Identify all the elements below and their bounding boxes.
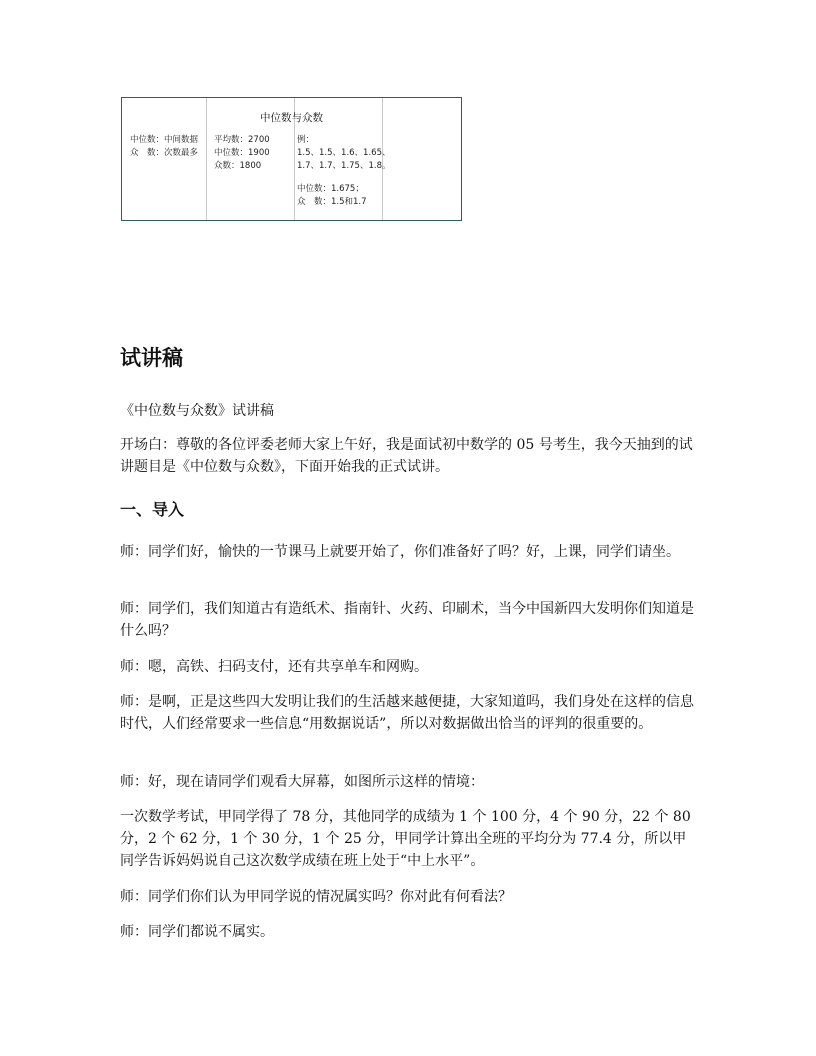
- paragraph: 师：同学们你们认为甲同学说的情况属实吗？你对此有何看法？: [120, 889, 512, 905]
- opening-paragraph: 开场白：尊敬的各位评委老师大家上午好，我是面试初中数学的 05 号考生，我今天抽到的试讲题目是《中位数与众数》，下面开始我的正式试讲。: [120, 437, 693, 475]
- section-heading-introduction: 一、导入: [120, 500, 185, 519]
- lesson-subtitle: 《中位数与众数》试讲稿: [120, 403, 274, 419]
- blackboard-design-table: [121, 97, 462, 221]
- median-definition: 中位数：中间数据: [130, 135, 199, 145]
- mode-value: 众数：1800: [214, 161, 262, 171]
- table-divider: [206, 98, 207, 220]
- mean-value: 平均数：2700: [214, 135, 270, 145]
- document-title: 试讲稿: [120, 346, 183, 370]
- example-mode: 众 数：1.5和1.7: [297, 197, 367, 207]
- paragraph: 师：同学们好，愉快的一节课马上就要开始了，你们准备好了吗？好，上课，同学们请坐。: [120, 544, 680, 560]
- paragraph: 一次数学考试，甲同学得了 78 分，其他同学的成绩为 1 个 100 分，4 个 90 分，22 个 80 分，2 个 62 分，1 个 30 分，1 个 25 分，甲同学计算出全班的平均分为 77.4 分，所以甲同学告诉妈妈说自己这次数学成绩在班上处于“中上水平”。: [120, 809, 691, 869]
- example-data-line: 1.5、1.5、1.6、1.65、: [297, 148, 391, 158]
- board-title: 中位数与众数: [260, 112, 323, 124]
- median-value: 中位数：1900: [214, 148, 270, 158]
- paragraph: 师：好，现在请同学们观看大屏幕，如图所示这样的情境：: [120, 774, 484, 790]
- board-column-example-values: [214, 134, 270, 173]
- board-column-example: [297, 134, 390, 209]
- example-median: 中位数：1.675；: [297, 184, 364, 194]
- paragraph: 师：是啊，正是这些四大发明让我们的生活越来越便捷，大家知道吗，我们身处在这样的信息时代，人们经常要求一些信息“用数据说话”，所以对数据做出恰当的评判的很重要的。: [120, 694, 694, 732]
- mode-definition: 众 数：次数最多: [130, 148, 199, 158]
- paragraph: 师：嗯，高铁、扫码支付，还有共享单车和网购。: [120, 659, 428, 675]
- paragraph: 师：同学们都说不属实。: [120, 924, 274, 940]
- example-label: 例：: [297, 135, 315, 145]
- example-data-line: 1.7、1.7、1.75、1.8。: [297, 161, 391, 171]
- board-column-definitions: [130, 134, 198, 160]
- paragraph: 师：同学们，我们知道古有造纸术、指南针、火药、印刷术，当今中国新四大发明你们知道是什么吗？: [120, 601, 694, 639]
